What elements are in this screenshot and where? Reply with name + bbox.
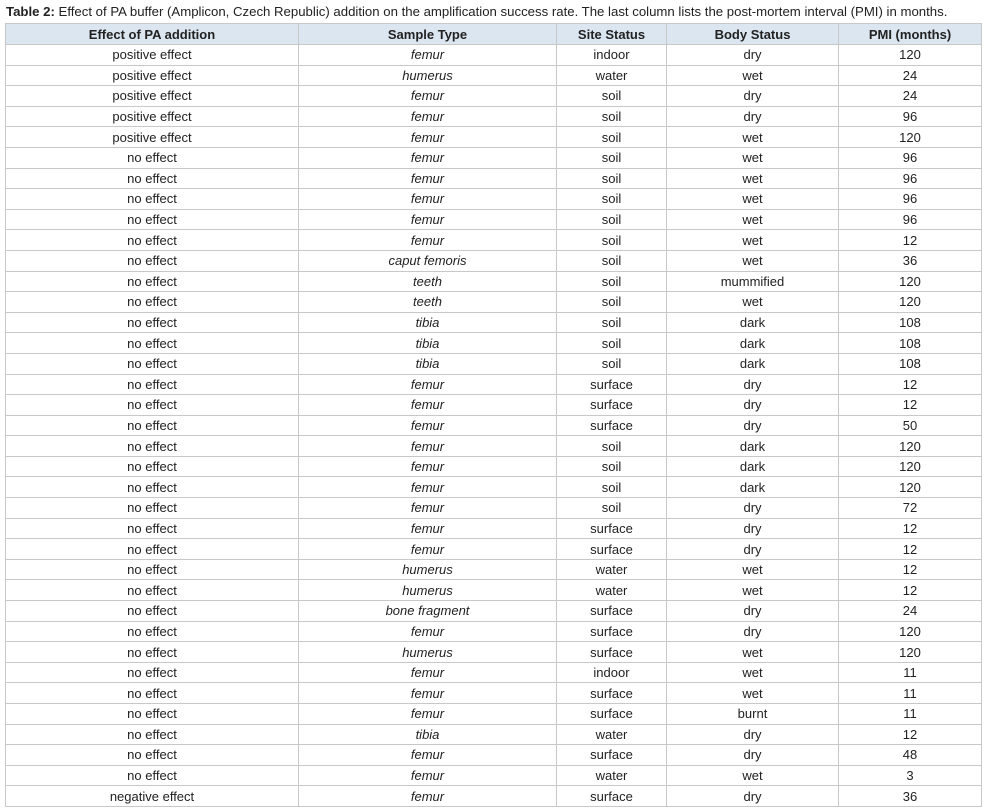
- sample-type-cell: humerus: [299, 642, 557, 663]
- sample-type-cell: femur: [299, 127, 557, 148]
- body-status-cell: wet: [667, 250, 839, 271]
- body-status-cell: dry: [667, 518, 839, 539]
- body-status-cell: wet: [667, 642, 839, 663]
- pmi-cell: 120: [839, 642, 982, 663]
- effect-cell: no effect: [6, 353, 299, 374]
- pmi-cell: 120: [839, 436, 982, 457]
- effect-cell: no effect: [6, 477, 299, 498]
- table-row: [6, 209, 982, 230]
- pmi-cell: 12: [839, 395, 982, 416]
- effect-cell: no effect: [6, 580, 299, 601]
- site-status-cell: soil: [557, 333, 667, 354]
- body-status-cell: wet: [667, 127, 839, 148]
- caption-label: Table 2:: [6, 4, 55, 19]
- pmi-cell: 12: [839, 374, 982, 395]
- sample-type-cell: femur: [299, 745, 557, 766]
- sample-type-cell: humerus: [299, 580, 557, 601]
- sample-type-cell: femur: [299, 209, 557, 230]
- site-status-cell: soil: [557, 106, 667, 127]
- effect-cell: no effect: [6, 333, 299, 354]
- sample-type-cell: femur: [299, 168, 557, 189]
- effect-cell: no effect: [6, 518, 299, 539]
- pmi-cell: 72: [839, 498, 982, 519]
- table-row: [6, 353, 982, 374]
- body-status-cell: burnt: [667, 704, 839, 725]
- site-status-cell: soil: [557, 147, 667, 168]
- table-row: [6, 333, 982, 354]
- table-row: [6, 271, 982, 292]
- table-row: [6, 415, 982, 436]
- site-status-cell: water: [557, 65, 667, 86]
- effect-cell: no effect: [6, 209, 299, 230]
- site-status-cell: soil: [557, 353, 667, 374]
- site-status-cell: soil: [557, 250, 667, 271]
- effect-cell: no effect: [6, 642, 299, 663]
- pmi-cell: 12: [839, 518, 982, 539]
- body-status-cell: dry: [667, 786, 839, 807]
- table-body: [6, 45, 982, 807]
- effect-cell: positive effect: [6, 106, 299, 127]
- pmi-cell: 108: [839, 333, 982, 354]
- sample-type-cell: caput femoris: [299, 250, 557, 271]
- table-row: [6, 724, 982, 745]
- table-row: [6, 456, 982, 477]
- effect-cell: no effect: [6, 250, 299, 271]
- pmi-cell: 12: [839, 559, 982, 580]
- pmi-cell: 48: [839, 745, 982, 766]
- pmi-cell: 96: [839, 106, 982, 127]
- pmi-cell: 108: [839, 312, 982, 333]
- site-status-cell: soil: [557, 127, 667, 148]
- pmi-cell: 120: [839, 45, 982, 66]
- site-status-cell: soil: [557, 312, 667, 333]
- sample-type-cell: femur: [299, 518, 557, 539]
- header-row: [6, 24, 982, 45]
- pmi-cell: 120: [839, 127, 982, 148]
- table-row: [6, 683, 982, 704]
- effect-cell: no effect: [6, 662, 299, 683]
- table-row: [6, 786, 982, 807]
- effect-cell: no effect: [6, 621, 299, 642]
- effect-cell: no effect: [6, 147, 299, 168]
- pmi-cell: 24: [839, 65, 982, 86]
- sample-type-cell: femur: [299, 436, 557, 457]
- sample-type-cell: femur: [299, 662, 557, 683]
- pmi-cell: 120: [839, 292, 982, 313]
- effect-cell: no effect: [6, 745, 299, 766]
- site-status-cell: soil: [557, 230, 667, 251]
- sample-type-cell: femur: [299, 395, 557, 416]
- table-row: [6, 477, 982, 498]
- body-status-cell: wet: [667, 168, 839, 189]
- effect-cell: no effect: [6, 415, 299, 436]
- table-row: [6, 498, 982, 519]
- pmi-cell: 24: [839, 86, 982, 107]
- sample-type-cell: femur: [299, 147, 557, 168]
- body-status-cell: wet: [667, 230, 839, 251]
- table-row: [6, 45, 982, 66]
- body-status-cell: dry: [667, 601, 839, 622]
- sample-type-cell: femur: [299, 498, 557, 519]
- sample-type-cell: femur: [299, 45, 557, 66]
- pmi-cell: 12: [839, 230, 982, 251]
- header-body-status: Body Status: [667, 24, 839, 45]
- pmi-cell: 120: [839, 456, 982, 477]
- sample-type-cell: tibia: [299, 724, 557, 745]
- sample-type-cell: tibia: [299, 312, 557, 333]
- body-status-cell: dry: [667, 374, 839, 395]
- sample-type-cell: femur: [299, 621, 557, 642]
- sample-type-cell: femur: [299, 374, 557, 395]
- body-status-cell: wet: [667, 662, 839, 683]
- effect-cell: positive effect: [6, 86, 299, 107]
- header-site-status: Site Status: [557, 24, 667, 45]
- site-status-cell: soil: [557, 498, 667, 519]
- effect-cell: no effect: [6, 456, 299, 477]
- site-status-cell: soil: [557, 456, 667, 477]
- body-status-cell: wet: [667, 209, 839, 230]
- body-status-cell: dry: [667, 106, 839, 127]
- pmi-cell: 11: [839, 683, 982, 704]
- pmi-cell: 96: [839, 209, 982, 230]
- body-status-cell: dry: [667, 86, 839, 107]
- body-status-cell: wet: [667, 683, 839, 704]
- body-status-cell: mummified: [667, 271, 839, 292]
- effect-cell: positive effect: [6, 45, 299, 66]
- table-row: [6, 765, 982, 786]
- site-status-cell: soil: [557, 271, 667, 292]
- table-row: [6, 745, 982, 766]
- table-row: [6, 436, 982, 457]
- table-row: [6, 230, 982, 251]
- sample-type-cell: femur: [299, 683, 557, 704]
- site-status-cell: soil: [557, 189, 667, 210]
- table-row: [6, 106, 982, 127]
- caption-text: Effect of PA buffer (Amplicon, Czech Republic) addition on the amplification success rate. The last column lists the post-mortem interval (PMI) in months.: [58, 4, 948, 19]
- effect-cell: no effect: [6, 230, 299, 251]
- pmi-cell: 11: [839, 662, 982, 683]
- sample-type-cell: femur: [299, 539, 557, 560]
- effect-cell: no effect: [6, 189, 299, 210]
- site-status-cell: soil: [557, 292, 667, 313]
- site-status-cell: soil: [557, 86, 667, 107]
- body-status-cell: wet: [667, 65, 839, 86]
- body-status-cell: wet: [667, 189, 839, 210]
- pmi-cell: 96: [839, 189, 982, 210]
- body-status-cell: dark: [667, 312, 839, 333]
- sample-type-cell: femur: [299, 765, 557, 786]
- site-status-cell: surface: [557, 704, 667, 725]
- table-row: [6, 168, 982, 189]
- site-status-cell: surface: [557, 745, 667, 766]
- pmi-cell: 120: [839, 477, 982, 498]
- site-status-cell: surface: [557, 601, 667, 622]
- table-row: [6, 662, 982, 683]
- body-status-cell: wet: [667, 765, 839, 786]
- pmi-cell: 11: [839, 704, 982, 725]
- sample-type-cell: humerus: [299, 65, 557, 86]
- body-status-cell: wet: [667, 292, 839, 313]
- body-status-cell: wet: [667, 147, 839, 168]
- table-row: [6, 86, 982, 107]
- body-status-cell: dry: [667, 539, 839, 560]
- site-status-cell: soil: [557, 168, 667, 189]
- table-row: [6, 518, 982, 539]
- sample-type-cell: femur: [299, 230, 557, 251]
- body-status-cell: dry: [667, 498, 839, 519]
- sample-type-cell: bone fragment: [299, 601, 557, 622]
- effect-cell: no effect: [6, 168, 299, 189]
- table-row: [6, 642, 982, 663]
- effect-cell: no effect: [6, 683, 299, 704]
- body-status-cell: wet: [667, 580, 839, 601]
- body-status-cell: dark: [667, 456, 839, 477]
- effect-cell: no effect: [6, 724, 299, 745]
- body-status-cell: dry: [667, 395, 839, 416]
- table-row: [6, 65, 982, 86]
- table-row: [6, 621, 982, 642]
- site-status-cell: indoor: [557, 662, 667, 683]
- pmi-cell: 108: [839, 353, 982, 374]
- sample-type-cell: tibia: [299, 333, 557, 354]
- effect-cell: no effect: [6, 601, 299, 622]
- sample-type-cell: femur: [299, 415, 557, 436]
- body-status-cell: dry: [667, 724, 839, 745]
- site-status-cell: surface: [557, 415, 667, 436]
- site-status-cell: surface: [557, 518, 667, 539]
- pmi-cell: 12: [839, 580, 982, 601]
- body-status-cell: dark: [667, 436, 839, 457]
- site-status-cell: surface: [557, 374, 667, 395]
- effect-cell: no effect: [6, 498, 299, 519]
- site-status-cell: water: [557, 765, 667, 786]
- table-row: [6, 601, 982, 622]
- effect-cell: negative effect: [6, 786, 299, 807]
- body-status-cell: dark: [667, 477, 839, 498]
- effect-cell: positive effect: [6, 65, 299, 86]
- effect-cell: no effect: [6, 395, 299, 416]
- body-status-cell: dark: [667, 353, 839, 374]
- table-row: [6, 312, 982, 333]
- body-status-cell: dry: [667, 415, 839, 436]
- site-status-cell: water: [557, 559, 667, 580]
- body-status-cell: wet: [667, 559, 839, 580]
- body-status-cell: dry: [667, 45, 839, 66]
- table-row: [6, 250, 982, 271]
- pmi-cell: 96: [839, 168, 982, 189]
- effect-cell: no effect: [6, 312, 299, 333]
- table-row: [6, 559, 982, 580]
- site-status-cell: soil: [557, 477, 667, 498]
- effect-cell: no effect: [6, 436, 299, 457]
- effect-cell: no effect: [6, 704, 299, 725]
- sample-type-cell: femur: [299, 86, 557, 107]
- pmi-cell: 24: [839, 601, 982, 622]
- table-row: [6, 189, 982, 210]
- body-status-cell: dry: [667, 745, 839, 766]
- pmi-cell: 36: [839, 250, 982, 271]
- site-status-cell: soil: [557, 436, 667, 457]
- site-status-cell: indoor: [557, 45, 667, 66]
- table-row: [6, 374, 982, 395]
- site-status-cell: surface: [557, 683, 667, 704]
- sample-type-cell: humerus: [299, 559, 557, 580]
- effect-cell: no effect: [6, 559, 299, 580]
- effect-cell: no effect: [6, 374, 299, 395]
- table-row: [6, 580, 982, 601]
- header-sample-type: Sample Type: [299, 24, 557, 45]
- effect-cell: no effect: [6, 292, 299, 313]
- header-pmi: PMI (months): [839, 24, 982, 45]
- sample-type-cell: teeth: [299, 271, 557, 292]
- body-status-cell: dry: [667, 621, 839, 642]
- sample-type-cell: femur: [299, 477, 557, 498]
- table-row: [6, 704, 982, 725]
- table-caption: [6, 4, 947, 20]
- sample-type-cell: tibia: [299, 353, 557, 374]
- effect-cell: positive effect: [6, 127, 299, 148]
- site-status-cell: soil: [557, 209, 667, 230]
- table-row: [6, 395, 982, 416]
- effect-cell: no effect: [6, 271, 299, 292]
- site-status-cell: surface: [557, 621, 667, 642]
- site-status-cell: surface: [557, 539, 667, 560]
- sample-type-cell: femur: [299, 106, 557, 127]
- sample-type-cell: femur: [299, 786, 557, 807]
- sample-type-cell: femur: [299, 456, 557, 477]
- pmi-cell: 3: [839, 765, 982, 786]
- site-status-cell: surface: [557, 786, 667, 807]
- table-row: [6, 292, 982, 313]
- site-status-cell: surface: [557, 395, 667, 416]
- table-row: [6, 539, 982, 560]
- pmi-cell: 120: [839, 621, 982, 642]
- body-status-cell: dark: [667, 333, 839, 354]
- data-table: [5, 23, 982, 807]
- sample-type-cell: teeth: [299, 292, 557, 313]
- pmi-cell: 96: [839, 147, 982, 168]
- header-effect: Effect of PA addition: [6, 24, 299, 45]
- site-status-cell: surface: [557, 642, 667, 663]
- sample-type-cell: femur: [299, 704, 557, 725]
- site-status-cell: water: [557, 580, 667, 601]
- pmi-cell: 120: [839, 271, 982, 292]
- site-status-cell: water: [557, 724, 667, 745]
- table-row: [6, 147, 982, 168]
- effect-cell: no effect: [6, 765, 299, 786]
- pmi-cell: 36: [839, 786, 982, 807]
- pmi-cell: 12: [839, 724, 982, 745]
- pmi-cell: 12: [839, 539, 982, 560]
- table-row: [6, 127, 982, 148]
- sample-type-cell: femur: [299, 189, 557, 210]
- effect-cell: no effect: [6, 539, 299, 560]
- pmi-cell: 50: [839, 415, 982, 436]
